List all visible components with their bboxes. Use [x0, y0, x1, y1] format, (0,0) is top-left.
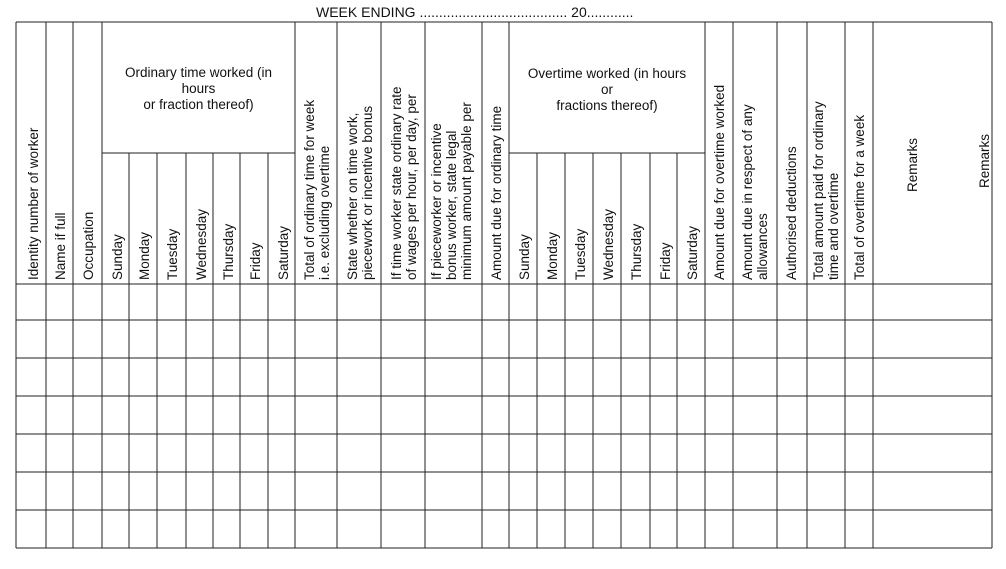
header-ordinary-saturday: Saturday	[276, 225, 291, 280]
table-cell[interactable]	[566, 321, 592, 357]
table-cell[interactable]	[778, 285, 806, 319]
table-cell[interactable]	[296, 397, 336, 433]
table-cell[interactable]	[296, 321, 336, 357]
header-remarks: Remarks	[905, 137, 920, 192]
table-cell[interactable]	[130, 435, 156, 471]
table-cell[interactable]	[778, 359, 806, 395]
table-cell[interactable]	[678, 511, 704, 547]
table-cell[interactable]	[622, 435, 649, 471]
table-cell[interactable]	[594, 473, 620, 509]
table-cell[interactable]	[187, 397, 212, 433]
table-cell[interactable]	[187, 359, 212, 395]
header-ordinary-friday: Friday	[248, 242, 263, 280]
table-cell[interactable]	[269, 359, 294, 395]
table-cell[interactable]	[538, 397, 564, 433]
table-cell[interactable]	[734, 435, 776, 471]
table-cell[interactable]	[846, 321, 872, 357]
table-cell[interactable]	[296, 285, 336, 319]
table-cell[interactable]	[483, 321, 508, 357]
table-cell[interactable]	[214, 285, 239, 319]
header-name: Name if full	[53, 212, 68, 280]
table-cell[interactable]	[214, 511, 239, 547]
table-cell[interactable]	[874, 473, 991, 509]
table-cell[interactable]	[734, 397, 776, 433]
table-cell[interactable]	[510, 359, 536, 395]
table-cell[interactable]	[510, 397, 536, 433]
table-cell[interactable]	[17, 359, 45, 395]
table-cell[interactable]	[241, 473, 267, 509]
table-cell[interactable]	[241, 321, 267, 357]
table-cell[interactable]	[103, 473, 128, 509]
table-cell[interactable]	[158, 435, 185, 471]
table-cell[interactable]	[594, 359, 620, 395]
header-overtime-saturday: Saturday	[685, 225, 700, 280]
table-cell[interactable]	[622, 359, 649, 395]
header-ordinary-thursday: Thursday	[221, 223, 236, 280]
table-cell[interactable]	[130, 321, 156, 357]
table-cell[interactable]	[74, 285, 101, 319]
table-cell[interactable]	[214, 359, 239, 395]
table-cell[interactable]	[538, 435, 564, 471]
table-cell[interactable]	[706, 321, 732, 357]
table-cell[interactable]	[382, 359, 424, 395]
header-time-worker-rate: If time worker state ordinary rate of wages per hour, per day, per	[389, 86, 419, 280]
table-cell[interactable]	[269, 473, 294, 509]
table-cell[interactable]	[483, 435, 508, 471]
table-cell[interactable]	[510, 511, 536, 547]
table-cell[interactable]	[846, 397, 872, 433]
header-remarks-edge: Remarks	[977, 133, 992, 188]
table-cell[interactable]	[17, 321, 45, 357]
table-cell[interactable]	[241, 435, 267, 471]
table-cell[interactable]	[158, 359, 185, 395]
table-cell[interactable]	[382, 473, 424, 509]
table-cell[interactable]	[103, 359, 128, 395]
table-cell[interactable]	[566, 397, 592, 433]
table-cell[interactable]	[17, 285, 45, 319]
table-cell[interactable]	[483, 359, 508, 395]
table-cell[interactable]	[808, 359, 844, 395]
table-cell[interactable]	[187, 473, 212, 509]
table-cell[interactable]	[338, 397, 380, 433]
table-cell[interactable]	[651, 435, 676, 471]
table-cell[interactable]	[874, 321, 991, 357]
table-cell[interactable]	[241, 359, 267, 395]
table-cell[interactable]	[74, 359, 101, 395]
table-cell[interactable]	[678, 285, 704, 319]
table-cell[interactable]	[734, 285, 776, 319]
header-ordinary-tuesday: Tuesday	[165, 228, 180, 280]
table-cell[interactable]	[214, 435, 239, 471]
table-cell[interactable]	[678, 397, 704, 433]
table-cell[interactable]	[622, 397, 649, 433]
table-cell[interactable]	[74, 435, 101, 471]
table-cell[interactable]	[158, 321, 185, 357]
table-cell[interactable]	[594, 511, 620, 547]
table-cell[interactable]	[47, 435, 72, 471]
table-cell[interactable]	[483, 473, 508, 509]
header-overtime-thursday: Thursday	[629, 223, 644, 280]
table-cell[interactable]	[130, 473, 156, 509]
table-cell[interactable]	[74, 511, 101, 547]
table-cell[interactable]	[382, 397, 424, 433]
table-cell[interactable]	[566, 359, 592, 395]
table-cell[interactable]	[808, 321, 844, 357]
table-cell[interactable]	[426, 473, 481, 509]
table-cell[interactable]	[296, 473, 336, 509]
table-cell[interactable]	[130, 359, 156, 395]
header-total-ordinary-time: Total of ordinary time for week i.e. excluding overtime	[302, 99, 332, 280]
table-cell[interactable]	[269, 435, 294, 471]
table-cell[interactable]	[214, 473, 239, 509]
table-cell[interactable]	[706, 473, 732, 509]
table-cell[interactable]	[483, 285, 508, 319]
table-cell[interactable]	[47, 321, 72, 357]
table-cell[interactable]	[382, 511, 424, 547]
table-cell[interactable]	[426, 359, 481, 395]
header-occupation: Occupation	[81, 211, 96, 280]
table-cell[interactable]	[103, 321, 128, 357]
table-cell[interactable]	[846, 359, 872, 395]
table-cell[interactable]	[296, 435, 336, 471]
header-total-amount-paid: Total amount paid for ordinary time and overtime	[811, 101, 841, 280]
table-cell[interactable]	[734, 359, 776, 395]
table-cell[interactable]	[706, 285, 732, 319]
table-cell[interactable]	[158, 473, 185, 509]
table-cell[interactable]	[47, 285, 72, 319]
table-cell[interactable]	[130, 511, 156, 547]
table-cell[interactable]	[778, 321, 806, 357]
header-authorised-deductions: Authorised deductions	[784, 146, 799, 280]
table-cell[interactable]	[651, 321, 676, 357]
table-cell[interactable]	[158, 511, 185, 547]
table-cell[interactable]	[846, 435, 872, 471]
table-cell[interactable]	[103, 511, 128, 547]
table-cell[interactable]	[296, 359, 336, 395]
table-cell[interactable]	[426, 321, 481, 357]
table-cell[interactable]	[296, 511, 336, 547]
table-cell[interactable]	[338, 359, 380, 395]
table-cell[interactable]	[706, 511, 732, 547]
header-pieceworker-minimum: If pieceworker or incentive bonus worker, state legal minimum amount payable per	[429, 102, 474, 280]
table-cell[interactable]	[74, 321, 101, 357]
table-cell[interactable]	[808, 511, 844, 547]
table-cell[interactable]	[622, 473, 649, 509]
table-cell[interactable]	[241, 511, 267, 547]
table-cell[interactable]	[241, 285, 267, 319]
table-cell[interactable]	[594, 435, 620, 471]
table-cell[interactable]	[47, 359, 72, 395]
table-cell[interactable]	[538, 359, 564, 395]
table-cell[interactable]	[622, 285, 649, 319]
table-cell[interactable]	[538, 285, 564, 319]
table-cell[interactable]	[382, 321, 424, 357]
table-cell[interactable]	[269, 321, 294, 357]
table-cell[interactable]	[426, 435, 481, 471]
table-cell[interactable]	[778, 473, 806, 509]
table-cell[interactable]	[734, 473, 776, 509]
table-cell[interactable]	[566, 435, 592, 471]
table-cell[interactable]	[594, 397, 620, 433]
table-cell[interactable]	[594, 285, 620, 319]
header-ordinary-sunday: Sunday	[110, 234, 125, 280]
table-cell[interactable]	[538, 473, 564, 509]
header-overtime-friday: Friday	[658, 242, 673, 280]
table-cell[interactable]	[808, 473, 844, 509]
table-cell[interactable]	[678, 473, 704, 509]
header-ordinary-wednesday: Wednesday	[194, 208, 209, 280]
table-cell[interactable]	[734, 321, 776, 357]
table-cell[interactable]	[338, 285, 380, 319]
table-cell[interactable]	[510, 435, 536, 471]
table-cell[interactable]	[17, 511, 45, 547]
table-cell[interactable]	[651, 359, 676, 395]
table-cell[interactable]	[778, 397, 806, 433]
table-cell[interactable]	[622, 511, 649, 547]
table-cell[interactable]	[678, 321, 704, 357]
week-ending-label: WEEK ENDING ...................................... 20............	[316, 4, 634, 20]
table-cell[interactable]	[103, 435, 128, 471]
table-cell[interactable]	[808, 285, 844, 319]
table-cell[interactable]	[338, 511, 380, 547]
table-cell[interactable]	[17, 397, 45, 433]
table-cell[interactable]	[846, 285, 872, 319]
table-cell[interactable]	[74, 473, 101, 509]
table-cell[interactable]	[651, 473, 676, 509]
table-cell[interactable]	[241, 397, 267, 433]
table-cell[interactable]	[678, 435, 704, 471]
table-cell[interactable]	[846, 511, 872, 547]
table-cell[interactable]	[651, 511, 676, 547]
table-cell[interactable]	[17, 473, 45, 509]
table-cell[interactable]	[874, 359, 991, 395]
table-cell[interactable]	[187, 435, 212, 471]
table-cell[interactable]	[874, 397, 991, 433]
table-cell[interactable]	[158, 397, 185, 433]
table-cell[interactable]	[338, 321, 380, 357]
table-cell[interactable]	[187, 511, 212, 547]
ordinary-time-group-header: Ordinary time worked (in hours or fraction thereof)	[124, 65, 273, 112]
header-allowances: Amount due in respect of any allowances	[740, 104, 770, 280]
table-cell[interactable]	[566, 511, 592, 547]
table-cell[interactable]	[566, 473, 592, 509]
header-state-work-type: State whether on time work, piecework or incentive bonus	[345, 105, 375, 280]
table-cell[interactable]	[47, 511, 72, 547]
table-cell[interactable]	[17, 435, 45, 471]
header-amount-ordinary-time: Amount due for ordinary time	[489, 105, 504, 280]
table-cell[interactable]	[510, 285, 536, 319]
header-overtime-sunday: Sunday	[517, 234, 532, 280]
table-cell[interactable]	[874, 435, 991, 471]
table-cell[interactable]	[47, 473, 72, 509]
table-cell[interactable]	[158, 285, 185, 319]
table-cell[interactable]	[778, 435, 806, 471]
table-cell[interactable]	[566, 285, 592, 319]
table-cell[interactable]	[103, 397, 128, 433]
table-cell[interactable]	[483, 511, 508, 547]
table-cell[interactable]	[538, 321, 564, 357]
table-cell[interactable]	[47, 397, 72, 433]
table-cell[interactable]	[651, 397, 676, 433]
table-cell[interactable]	[269, 397, 294, 433]
header-amount-overtime: Amount due for overtime worked	[712, 84, 727, 280]
table-cell[interactable]	[214, 321, 239, 357]
table-cell[interactable]	[510, 321, 536, 357]
table-cell[interactable]	[846, 473, 872, 509]
table-cell[interactable]	[426, 511, 481, 547]
header-overtime-wednesday: Wednesday	[601, 208, 616, 280]
table-cell[interactable]	[510, 473, 536, 509]
table-cell[interactable]	[734, 511, 776, 547]
table-cell[interactable]	[187, 285, 212, 319]
table-cell[interactable]	[103, 285, 128, 319]
table-cell[interactable]	[338, 435, 380, 471]
header-total-overtime: Total of overtime for a week	[852, 114, 867, 280]
table-cell[interactable]	[483, 397, 508, 433]
table-cell[interactable]	[622, 321, 649, 357]
table-cell[interactable]	[706, 397, 732, 433]
table-cell[interactable]	[538, 511, 564, 547]
table-cell[interactable]	[706, 359, 732, 395]
table-cell[interactable]	[874, 511, 991, 547]
table-cell[interactable]	[808, 397, 844, 433]
table-cell[interactable]	[338, 473, 380, 509]
table-cell[interactable]	[706, 435, 732, 471]
table-cell[interactable]	[426, 397, 481, 433]
table-cell[interactable]	[269, 285, 294, 319]
header-overtime-monday: Monday	[545, 231, 560, 280]
table-cell[interactable]	[269, 511, 294, 547]
table-cell[interactable]	[651, 285, 676, 319]
table-cell[interactable]	[187, 321, 212, 357]
table-cell[interactable]	[382, 435, 424, 471]
overtime-group-header: Overtime worked (in hours or fractions thereof)	[527, 66, 687, 113]
header-overtime-tuesday: Tuesday	[573, 228, 588, 280]
header-ordinary-monday: Monday	[137, 231, 152, 280]
table-cell[interactable]	[382, 285, 424, 319]
table-cell[interactable]	[778, 511, 806, 547]
table-cell[interactable]	[874, 285, 991, 319]
table-cell[interactable]	[594, 321, 620, 357]
table-cell[interactable]	[808, 435, 844, 471]
table-cell[interactable]	[426, 285, 481, 319]
table-cell[interactable]	[130, 285, 156, 319]
table-cell[interactable]	[214, 397, 239, 433]
header-identity-number: Identity number of worker	[26, 127, 41, 280]
table-cell[interactable]	[74, 397, 101, 433]
table-cell[interactable]	[130, 397, 156, 433]
table-cell[interactable]	[678, 359, 704, 395]
